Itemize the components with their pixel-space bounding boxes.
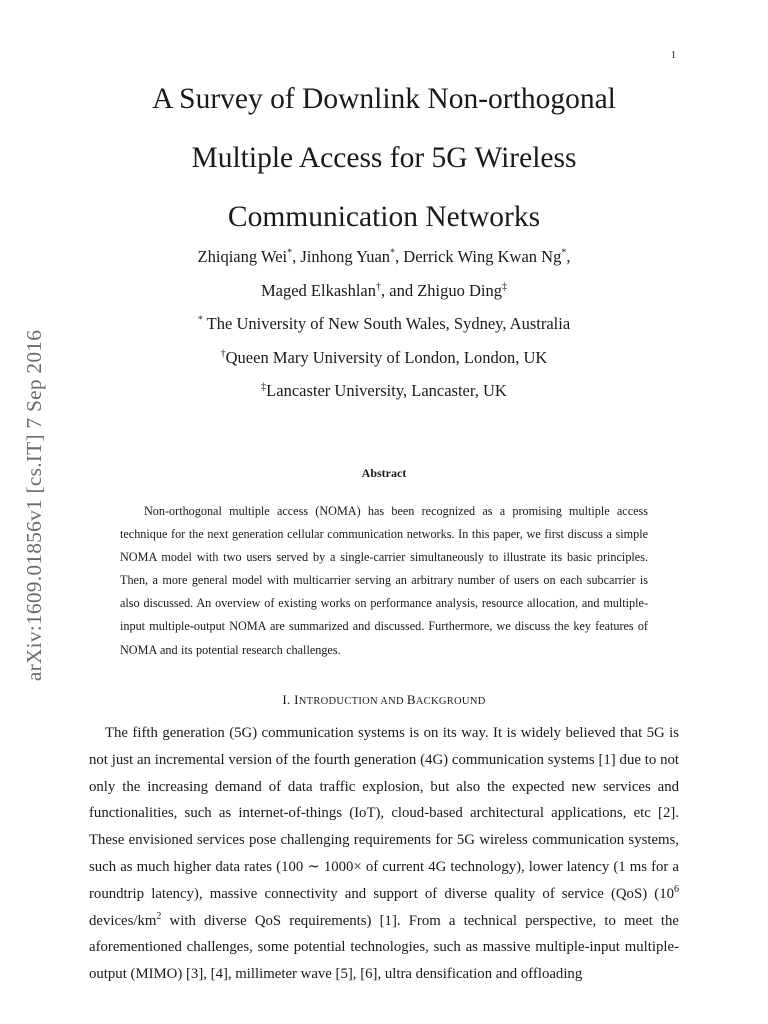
affiliation-text: Lancaster University, Lancaster, UK	[266, 381, 507, 400]
section-title-small: NTRODUCTION AND	[298, 696, 407, 707]
author-name: Maged Elkashlan	[260, 280, 376, 300]
author-name: , and Zhiguo Ding	[381, 280, 502, 300]
author-line-2	[84, 274, 684, 308]
abstract-text: Non-orthogonal multiple access (NOMA) has been recognized as a promising multiple access technique for the next generation cellular communication networks. In this paper, we first discuss a simple NOMA model with two users served by a single-carrier simultaneously to illustrate its basic principles. Then, a more general model with multicarrier serving an arbitrary number of users on each subcarrier is also discussed. An overview of existing works on performance analysis, resource allocation, and multiple-input multiple-output NOMA are summarized and discussed. Furthermore, we discuss the key features of NOMA and its potential research challenges.	[120, 504, 648, 657]
section-title-small: ACKGROUND	[415, 696, 486, 707]
body-text-segment: of current 4G technology), lower latency (1 ms for a roundtrip latency), massive connectivity and support of diverse quality of service (QoS) (	[89, 858, 679, 902]
section-title-cap: B	[406, 692, 416, 707]
affiliation-3	[84, 374, 684, 408]
author-separator: ,	[566, 247, 571, 266]
math-exponent: 6	[674, 883, 679, 895]
affiliation-mark: †	[220, 348, 226, 359]
math-base: 10	[659, 885, 674, 902]
author-name: , Derrick Wing Kwan Ng	[395, 247, 562, 266]
affiliation-mark: *	[287, 247, 293, 259]
section-heading	[84, 692, 684, 708]
affiliation-mark: *	[561, 247, 567, 259]
author-name: Zhiqiang Wei	[197, 247, 288, 266]
math-unit: devices/km	[89, 912, 157, 929]
author-name: , Jinhong Yuan	[292, 247, 391, 266]
affiliation-2	[84, 341, 684, 375]
affiliation-mark: †	[376, 281, 381, 292]
abstract-heading: Abstract	[361, 466, 407, 480]
math-exponent: 2	[156, 910, 162, 922]
affiliation-text: The University of New South Wales, Sydney, Australia	[202, 314, 571, 333]
affiliation-text: Queen Mary University of London, London, UK	[225, 347, 548, 367]
title-line-2: Multiple Access for 5G Wireless	[191, 142, 577, 174]
title-line-1: A Survey of Downlink Non-orthogonal	[152, 83, 616, 115]
author-block	[84, 240, 684, 408]
body-paragraph	[89, 720, 679, 988]
page-number: 1	[671, 50, 676, 61]
inline-math: 100 ∼ 1000×	[281, 858, 362, 875]
title-line-3: Communication Networks	[227, 201, 541, 233]
body-text-segment: The fifth generation (5G) communication systems is on its way. It is widely believed that 5G is not just an incremental version of the fourth generation (4G) communication systems [1] due to not only the increasing demand of data traffic explosion, but also the expected new services and functionalities, such as internet-of-things (IoT), cloud-based architectural applications, etc [2]. These envisioned services pose challenging requirements for 5G wireless communication systems, such as much higher data rates (	[89, 725, 679, 875]
affiliation-mark: ‡	[261, 381, 267, 393]
affiliation-1	[84, 307, 684, 341]
author-line-1	[84, 240, 684, 274]
arxiv-identifier-text: arXiv:1609.01856v1 [cs.IT] 7 Sep 2016	[22, 329, 47, 681]
arxiv-identifier-stamp	[10, 290, 60, 720]
affiliation-mark: *	[390, 247, 396, 259]
body-text-segment: with diverse QoS requirements) [1]. From a technical perspective, to meet the aforementioned challenges, some potential technologies, such as massive multiple-input multiple-output (MIMO) [3], [4], millimeter wave [5], [6], ultra densification and offloading	[89, 912, 679, 983]
affiliation-mark: ‡	[502, 281, 507, 292]
section-title-cap: I	[294, 692, 299, 707]
affiliation-mark: *	[197, 314, 203, 326]
section-number: I.	[282, 692, 295, 707]
paper-title	[84, 70, 684, 247]
